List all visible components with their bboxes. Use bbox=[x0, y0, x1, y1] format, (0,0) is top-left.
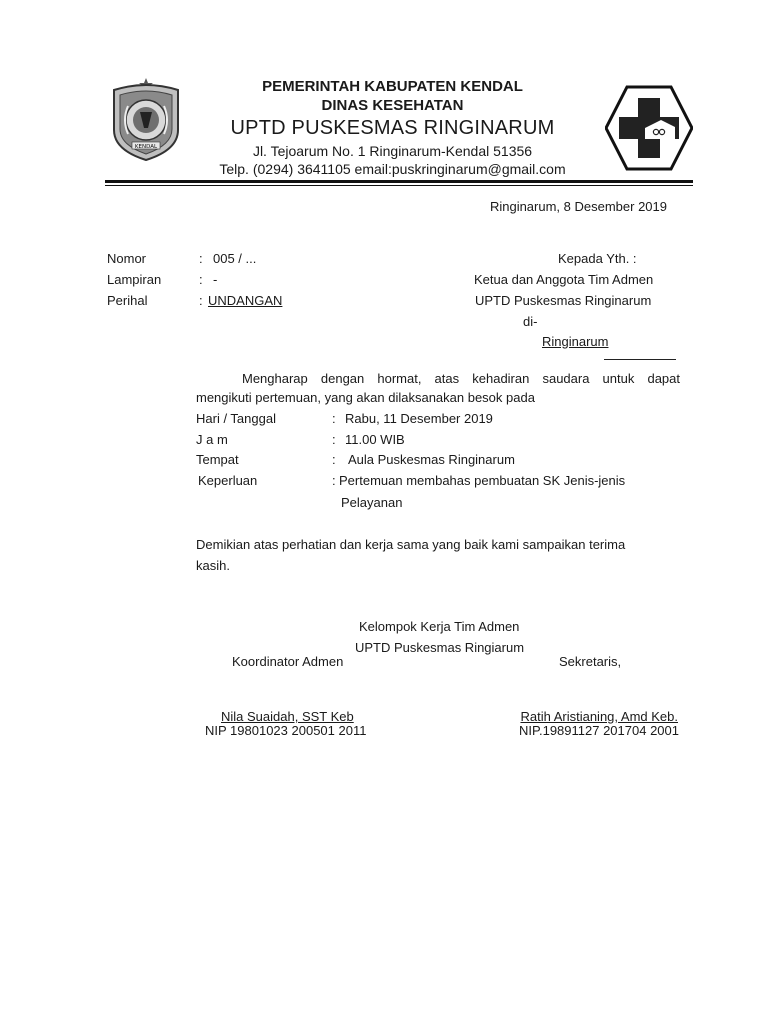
meta-label-perihal: Perihal bbox=[107, 293, 148, 308]
meta-sep: : bbox=[199, 293, 203, 308]
meta-sep: : bbox=[199, 251, 203, 266]
detail-label-date: Hari / Tanggal bbox=[196, 411, 276, 426]
signature-right-nip: NIP.19891127 201704 2001 bbox=[518, 723, 679, 738]
detail-value-purpose: Pertemuan membahas pembuatan SK Jenis-jenis bbox=[339, 473, 626, 488]
detail-sep: : bbox=[332, 473, 336, 488]
signature-right-role: Sekretaris, bbox=[559, 654, 622, 669]
opening-line-1: Mengharap dengan hormat, atas kehadiran saudara untuk dapat bbox=[242, 371, 680, 386]
meta-sep: : bbox=[199, 272, 203, 287]
detail-value-place: Aula Puskesmas Ringinarum bbox=[348, 452, 515, 467]
header-government: PEMERINTAH KABUPATEN KENDAL bbox=[262, 78, 523, 95]
header-department: DINAS KESEHATAN bbox=[321, 97, 464, 114]
detail-label-place: Tempat bbox=[196, 452, 239, 467]
meta-label-lampiran: Lampiran bbox=[107, 272, 162, 287]
header-address: Jl. Tejoarum No. 1 Ringinarum-Kendal 51356 bbox=[252, 143, 533, 159]
detail-value-date: Rabu, 11 Desember 2019 bbox=[345, 411, 493, 426]
header-rule-thin bbox=[105, 185, 693, 186]
detail-label-purpose: Keperluan bbox=[198, 473, 258, 488]
header-contact: Telp. (0294) 3641105 email:puskringinarum@gmail.com bbox=[219, 161, 566, 177]
meta-label-nomor: Nomor bbox=[107, 251, 147, 266]
place-date: Ringinarum, 8 Desember 2019 bbox=[489, 199, 667, 214]
recipient-place: Ringinarum bbox=[542, 334, 609, 349]
kendal-regency-seal-icon bbox=[106, 76, 186, 162]
signature-left-name: Nila Suaidah, SST Keb bbox=[221, 709, 354, 724]
signature-right-name: Ratih Aristianing, Amd Keb. bbox=[520, 709, 678, 724]
detail-value-time: 11.00 WIB bbox=[345, 432, 405, 447]
recipient-underline bbox=[604, 359, 676, 360]
detail-value-purpose-cont: Pelayanan bbox=[341, 495, 403, 510]
detail-sep: : bbox=[332, 432, 336, 447]
recipient-line1: Ketua dan Anggota Tim Admen bbox=[474, 272, 654, 287]
closing-line-1: Demikian atas perhatian dan kerja sama yang baik kami sampaikan terima bbox=[196, 537, 626, 552]
detail-sep: : bbox=[332, 411, 336, 426]
recipient-line2: UPTD Puskesmas Ringinarum bbox=[475, 293, 652, 308]
seal-caption: KENDAL bbox=[134, 144, 158, 150]
signature-group: Kelompok Kerja Tim Admen bbox=[359, 619, 520, 634]
puskesmas-cross-logo-icon bbox=[605, 84, 693, 172]
detail-sep: : bbox=[332, 452, 336, 467]
detail-label-time: J a m bbox=[196, 432, 228, 447]
meta-value-nomor: 005 / ... bbox=[213, 251, 257, 266]
header-rule-thick bbox=[105, 180, 693, 183]
opening-line-2: mengikuti pertemuan, yang akan dilaksanakan besok pada bbox=[196, 390, 535, 405]
recipient-di: di- bbox=[523, 314, 538, 329]
meta-value-lampiran: - bbox=[213, 272, 218, 287]
recipient-greeting: Kepada Yth. : bbox=[558, 251, 637, 266]
meta-value-perihal: UNDANGAN bbox=[208, 293, 283, 308]
signature-unit: UPTD Puskesmas Ringiarum bbox=[355, 640, 525, 655]
signature-left-role: Koordinator Admen bbox=[232, 654, 344, 669]
signature-left-nip: NIP 19801023 200501 2011 bbox=[205, 723, 367, 738]
header-title: UPTD PUSKESMAS RINGINARUM bbox=[230, 117, 555, 139]
closing-line-2: kasih. bbox=[196, 558, 230, 573]
